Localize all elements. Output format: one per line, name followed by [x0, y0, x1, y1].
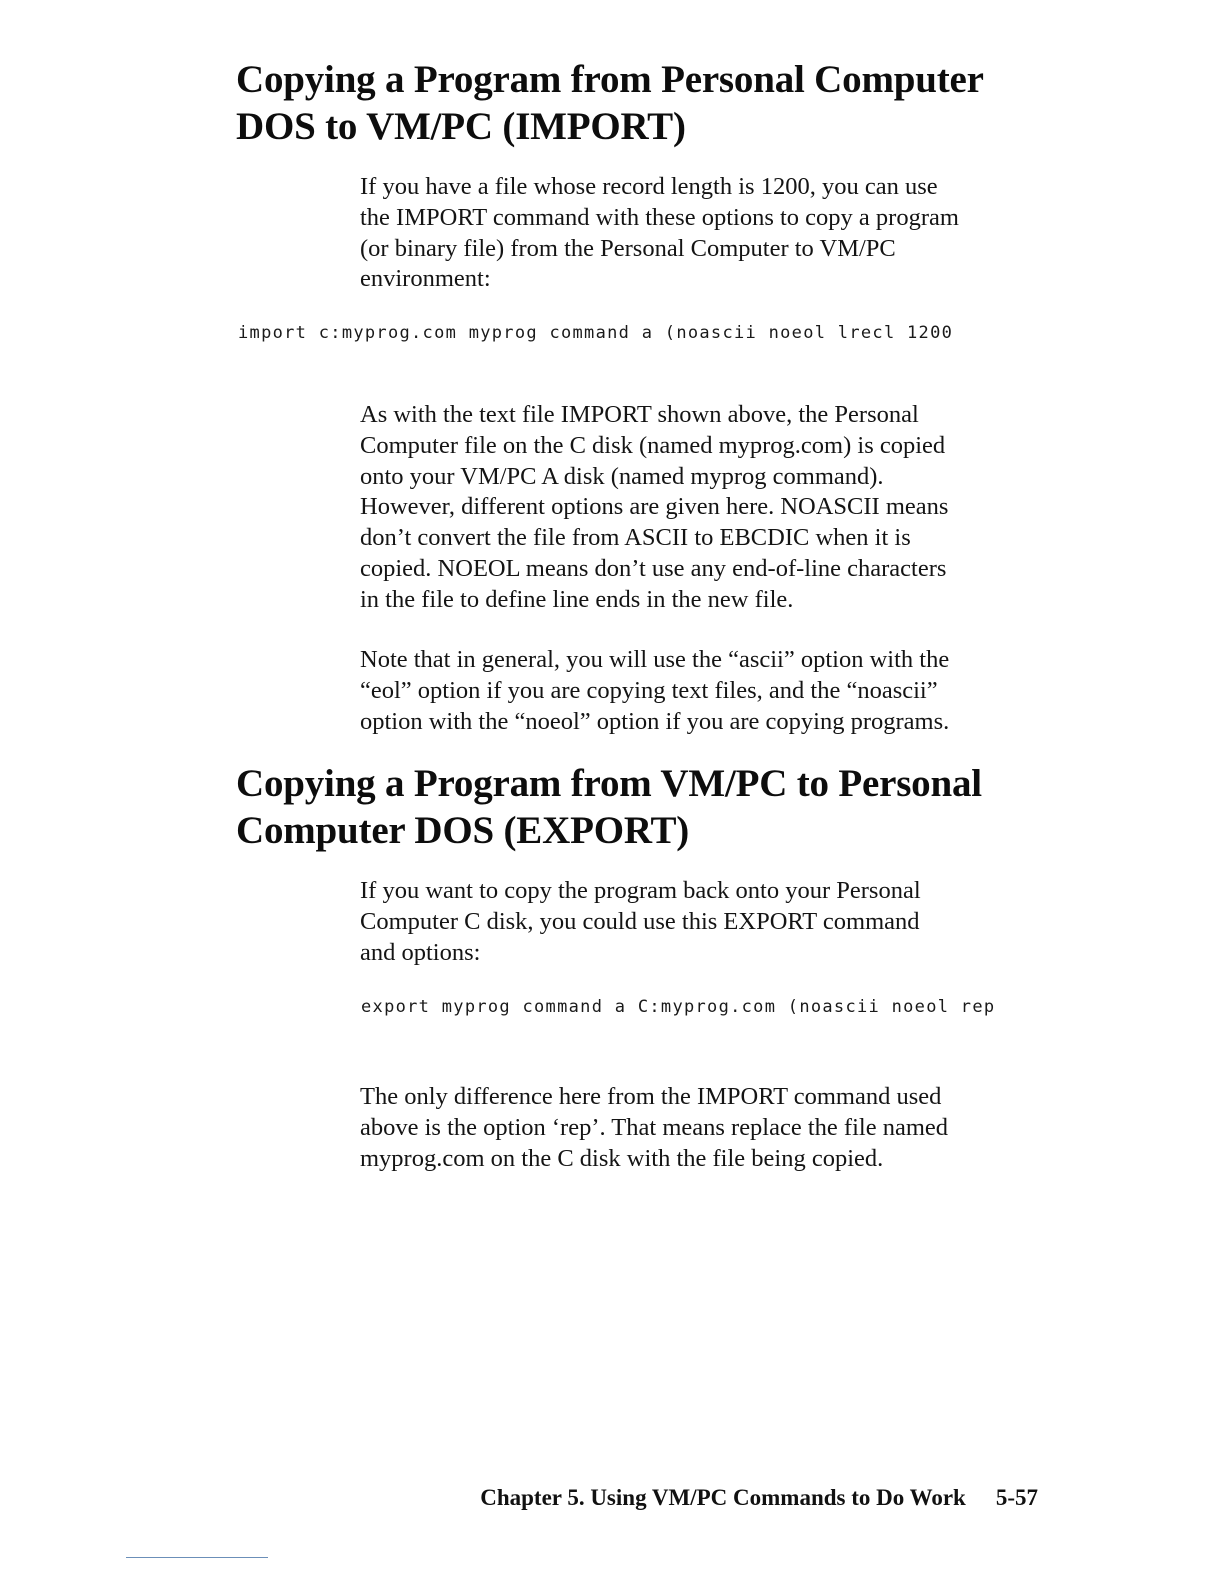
text-line: onto your VM/PC A disk (named myprog command). [360, 462, 884, 490]
heading-line: Computer DOS (EXPORT) [236, 809, 690, 852]
import-explanation-paragraph [360, 400, 948, 616]
text-line: The only difference here from the IMPORT command used [360, 1083, 942, 1110]
text-line: Computer file on the C disk (named myprog.com) is copied [360, 431, 946, 459]
text-line: Note that in general, you will use the “ascii” option with the [360, 646, 950, 673]
ascii-option-note-paragraph [360, 645, 949, 737]
page-number: 5-57 [995, 1485, 1038, 1510]
text-line: the IMPORT command with these options to copy a program [360, 203, 959, 231]
text-line: copied. NOEOL means don’t use any end-of-line characters [360, 554, 947, 582]
text-line: (or binary file) from the Personal Computer to VM/PC [360, 234, 896, 262]
export-command-example: export myprog command a C:myprog.com (noascii noeol rep [361, 997, 996, 1017]
text-line: If you want to copy the program back onto your Personal [360, 877, 921, 904]
text-line: If you have a file whose record length is 1200, you can use [360, 173, 938, 200]
text-line: option with the “noeol” option if you are copying programs. [360, 707, 950, 735]
import-intro-paragraph [360, 172, 959, 295]
heading-line: Copying a Program from VM/PC to Personal [236, 762, 982, 805]
heading-line: DOS to VM/PC (IMPORT) [236, 105, 686, 148]
text-line: “eol” option if you are copying text files, and the “noascii” [360, 676, 938, 704]
footnote-divider [126, 1557, 268, 1558]
import-command-example: import c:myprog.com myprog command a (noascii noeol lrecl 1200 [238, 323, 954, 343]
export-intro-paragraph [360, 876, 921, 968]
text-line: However, different options are given here. NOASCII means [360, 493, 949, 521]
text-line: don’t convert the file from ASCII to EBCDIC when it is [360, 524, 911, 552]
export-section-heading [236, 760, 982, 854]
import-section-heading [236, 56, 984, 150]
text-line: environment: [360, 265, 491, 293]
heading-line: Copying a Program from Personal Computer [236, 58, 984, 101]
text-line: above is the option ‘rep’. That means replace the file named [360, 1113, 948, 1141]
text-line: As with the text file IMPORT shown above, the Personal [360, 401, 919, 428]
chapter-title: Chapter 5. Using VM/PC Commands to Do Work [480, 1485, 966, 1510]
text-line: Computer C disk, you could use this EXPORT command [360, 907, 920, 935]
page-footer [480, 1484, 1038, 1512]
text-line: and options: [360, 938, 481, 966]
export-explanation-paragraph [360, 1082, 948, 1174]
text-line: myprog.com on the C disk with the file being copied. [360, 1144, 884, 1172]
text-line: in the file to define line ends in the new file. [360, 585, 794, 613]
